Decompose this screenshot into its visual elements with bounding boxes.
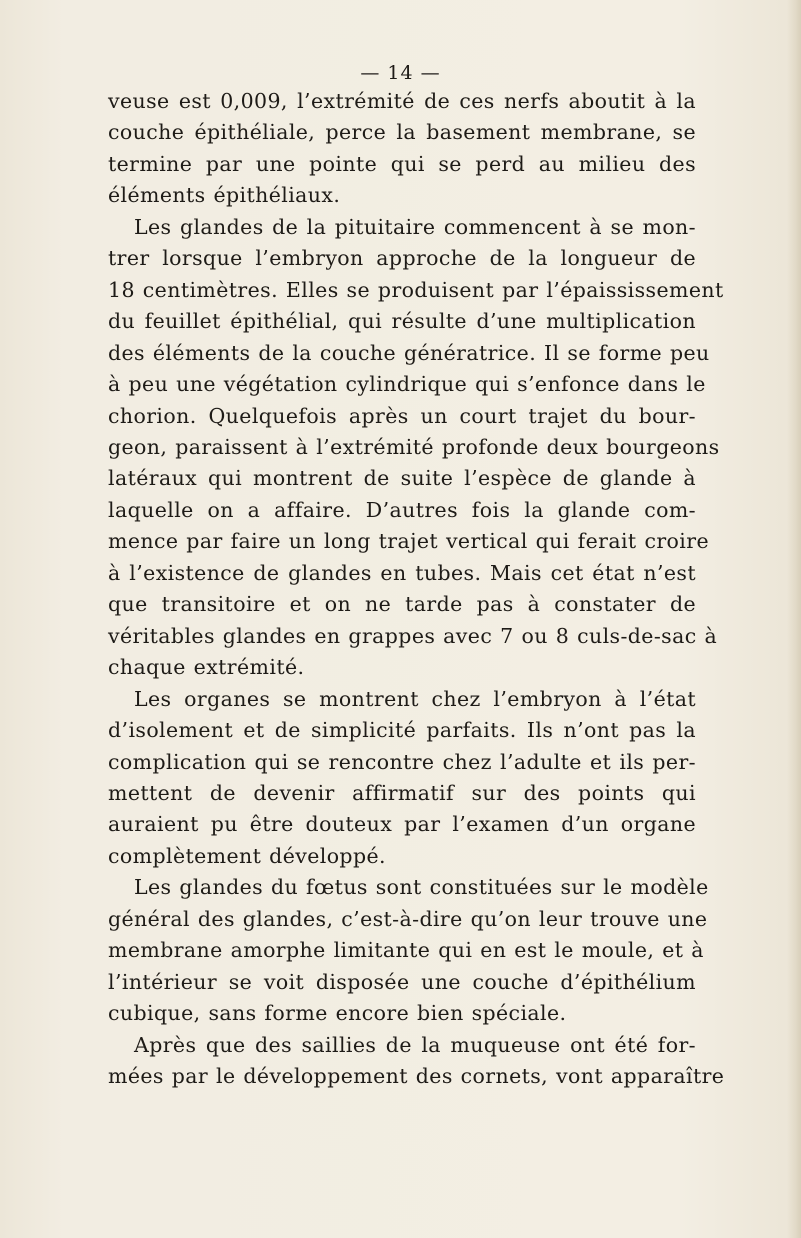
text-line: complication qui se rencontre chez l’adulte et ils per- xyxy=(108,749,696,774)
text-line: mées par le développement des cornets, vont apparaître xyxy=(108,1064,725,1089)
text-line: complètement développé. xyxy=(108,843,386,868)
text-line: termine par une pointe qui se perd au milieu des xyxy=(108,151,696,176)
body-text xyxy=(108,86,725,1093)
text-line: du feuillet épithélial, qui résulte d’une multiplication xyxy=(108,309,696,334)
text-line: des éléments de la couche génératrice. Il se forme peu xyxy=(108,340,710,365)
text-line: trer lorsque l’embryon approche de la longueur de xyxy=(108,246,696,271)
text-line: à l’existence de glandes en tubes. Mais cet état n’est xyxy=(108,560,696,585)
text-line: auraient pu être douteux par l’examen d’un organe xyxy=(108,812,696,837)
text-line: mence par faire un long trajet vertical qui ferait croire xyxy=(108,529,709,554)
text-line: éléments épithéliaux. xyxy=(108,183,341,208)
text-line: Les glandes du fœtus sont constituées sur le modèle xyxy=(134,875,709,900)
text-line: cubique, sans forme encore bien spéciale. xyxy=(108,1001,567,1026)
text-line: geon, paraissent à l’extrémité profonde deux bourgeons xyxy=(108,434,720,459)
text-line: Les glandes de la pituitaire commencent à se mon- xyxy=(134,214,696,239)
page-edge-shadow xyxy=(787,0,801,1238)
text-line: à peu une végétation cylindrique qui s’enfonce dans le xyxy=(108,372,706,397)
text-line: couche épithéliale, perce la basement membrane, se xyxy=(108,120,696,145)
text-line: chaque extrémité. xyxy=(108,655,305,680)
text-line: véritables glandes en grappes avec 7 ou 8 culs-de-sac à xyxy=(108,623,718,648)
text-line: latéraux qui montrent de suite l’espèce de glande à xyxy=(108,466,696,491)
text-line: 18 centimètres. Elles se produisent par l’épaississement xyxy=(108,277,724,302)
text-line: d’isolement et de simplicité parfaits. Ils n’ont pas la xyxy=(108,718,696,743)
text-line: Après que des saillies de la muqueuse ont été for- xyxy=(134,1032,696,1057)
text-line: membrane amorphe limitante qui en est le moule, et à xyxy=(108,938,704,963)
text-line: l’intérieur se voit disposée une couche d’épithélium xyxy=(108,969,696,994)
text-line: mettent de devenir affirmatif sur des points qui xyxy=(108,780,696,805)
text-line: veuse est 0,009, l’extrémité de ces nerfs aboutit à la xyxy=(108,89,696,113)
page-number: — 14 — xyxy=(360,62,441,84)
text-line: laquelle on a affaire. D’autres fois la glande com- xyxy=(108,497,696,522)
text-line: général des glandes, c’est-à-dire qu’on leur trouve une xyxy=(108,906,708,931)
text-line: chorion. Quelquefois après un court trajet du bour- xyxy=(108,403,696,428)
text-line: Les organes se montrent chez l’embryon à l’état xyxy=(134,686,696,711)
text-line: que transitoire et on ne tarde pas à constater de xyxy=(108,592,696,617)
